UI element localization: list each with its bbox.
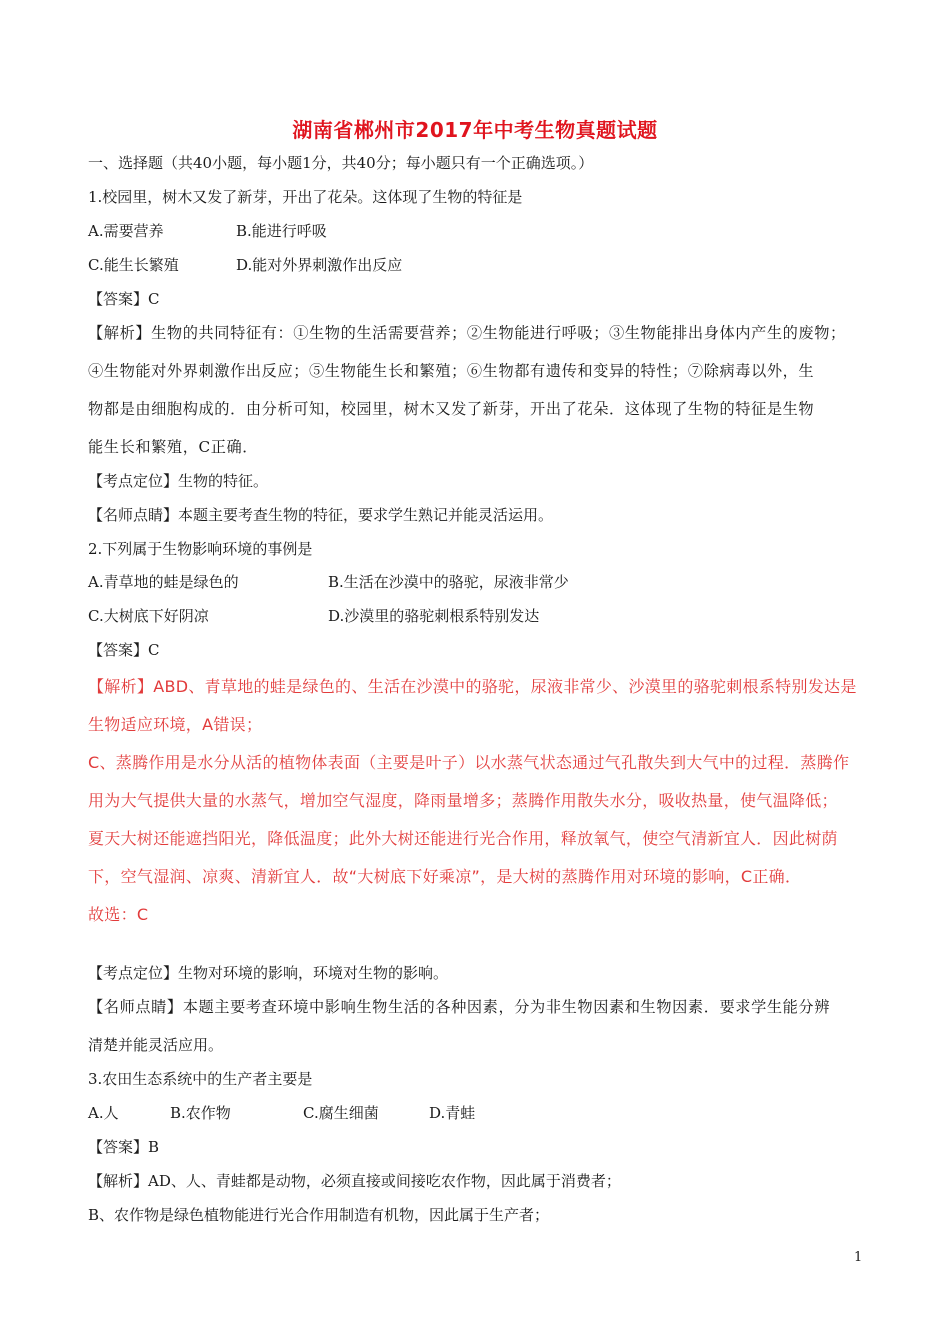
q2-option-a: A.青草地的蛙是绿色的 [88, 573, 239, 591]
q3-option-d: D.青蛙 [429, 1104, 476, 1122]
q2-option-row-1 [88, 572, 569, 592]
q2-analysis-line: 下，空气湿润、凉爽、清新宜人．故“大树底下好乘凉”，是大树的蒸腾作用对环境的影响，C正确． [88, 867, 802, 886]
q2-option-d: D.沙漠里的骆驼刺根系特别发达 [328, 607, 540, 625]
q1-analysis-line: 能生长和繁殖，C正确． [88, 438, 259, 456]
q2-option-row-2 [88, 606, 540, 626]
q1-stem: 1.校园里，树木又发了新芽，开出了花朵。这体现了生物的特征是 [88, 188, 523, 206]
q3-option-row [88, 1103, 476, 1123]
q2-analysis-line: 生物适应环境，A错误； [88, 715, 263, 734]
q2-analysis-line: 【解析】ABD、青草地的蛙是绿色的、生活在沙漠中的骆驼，尿液非常少、沙漠里的骆驼刺根系特别发达是 [88, 677, 857, 696]
document-title: 湖南省郴州市2017年中考生物真题试题 [292, 118, 658, 142]
q3-analysis-line: 【解析】AD、人、青蛙都是动物，必须直接或间接吃农作物，因此属于消费者； [88, 1172, 621, 1190]
q3-stem: 3.农田生态系统中的生产者主要是 [88, 1070, 313, 1088]
q1-option-d: D.能对外界刺激作出反应 [236, 256, 403, 274]
q1-tip: 【名师点睛】本题主要考查生物的特征，要求学生熟记并能灵活运用。 [88, 506, 554, 524]
q1-analysis-line: 物都是由细胞构成的．由分析可知，校园里，树木又发了新芽，开出了花朵．这体现了生物的特征是生物 [88, 400, 815, 418]
q2-point: 【考点定位】生物对环境的影响，环境对生物的影响。 [88, 964, 449, 982]
q3-option-b: B.农作物 [170, 1104, 231, 1122]
q1-analysis-line: ④生物能对外界刺激作出反应；⑤生物能生长和繁殖；⑥生物都有遗传和变异的特性；⑦除病毒以外，生 [88, 362, 815, 380]
q2-tip-line: 清楚并能灵活应用。 [88, 1036, 224, 1054]
q2-analysis-line: 故选：C [88, 905, 149, 924]
q1-answer: 【答案】C [88, 290, 160, 308]
q1-option-b: B.能进行呼吸 [236, 222, 327, 240]
q3-option-a: A.人 [88, 1104, 119, 1122]
q2-option-b: B.生活在沙漠中的骆驼，尿液非常少 [328, 573, 569, 591]
page-number: 1 [854, 1250, 863, 1265]
q1-point: 【考点定位】生物的特征。 [88, 472, 269, 490]
q2-stem: 2.下列属于生物影响环境的事例是 [88, 540, 313, 558]
q3-option-c: C.腐生细菌 [303, 1104, 379, 1122]
section-heading: 一、选择题（共40小题，每小题1分，共40分；每小题只有一个正确选项。） [88, 154, 594, 172]
q3-analysis-line: B、农作物是绿色植物能进行光合作用制造有机物，因此属于生产者； [88, 1206, 550, 1224]
q2-analysis-line: 用为大气提供大量的水蒸气，增加空气湿度，降雨量增多；蒸腾作用散失水分，吸收热量，使气温降低； [88, 791, 838, 810]
q1-option-row-2 [88, 255, 403, 275]
q1-option-a: A.需要营养 [88, 222, 164, 240]
q1-analysis-line: 【解析】生物的共同特征有：①生物的生活需要营养；②生物能进行呼吸；③生物能排出身体内产生的废物； [88, 324, 846, 342]
q1-option-row-1 [88, 221, 327, 241]
q2-analysis-line: 夏天大树还能遮挡阳光，降低温度；此外大树还能进行光合作用，释放氧气，使空气清新宜人．因此树荫 [88, 829, 838, 848]
q3-answer: 【答案】B [88, 1138, 160, 1156]
q2-tip-line: 【名师点睛】本题主要考查环境中影响生物生活的各种因素，分为非生物因素和生物因素．要求学生能分辨 [88, 998, 831, 1016]
q1-option-c: C.能生长繁殖 [88, 256, 179, 274]
q2-answer: 【答案】C [88, 641, 160, 659]
q2-analysis-line: C、蒸腾作用是水分从活的植物体表面（主要是叶子）以水蒸气状态通过气孔散失到大气中的过程．蒸腾作 [88, 753, 850, 772]
q2-option-c: C.大树底下好阴凉 [88, 607, 209, 625]
